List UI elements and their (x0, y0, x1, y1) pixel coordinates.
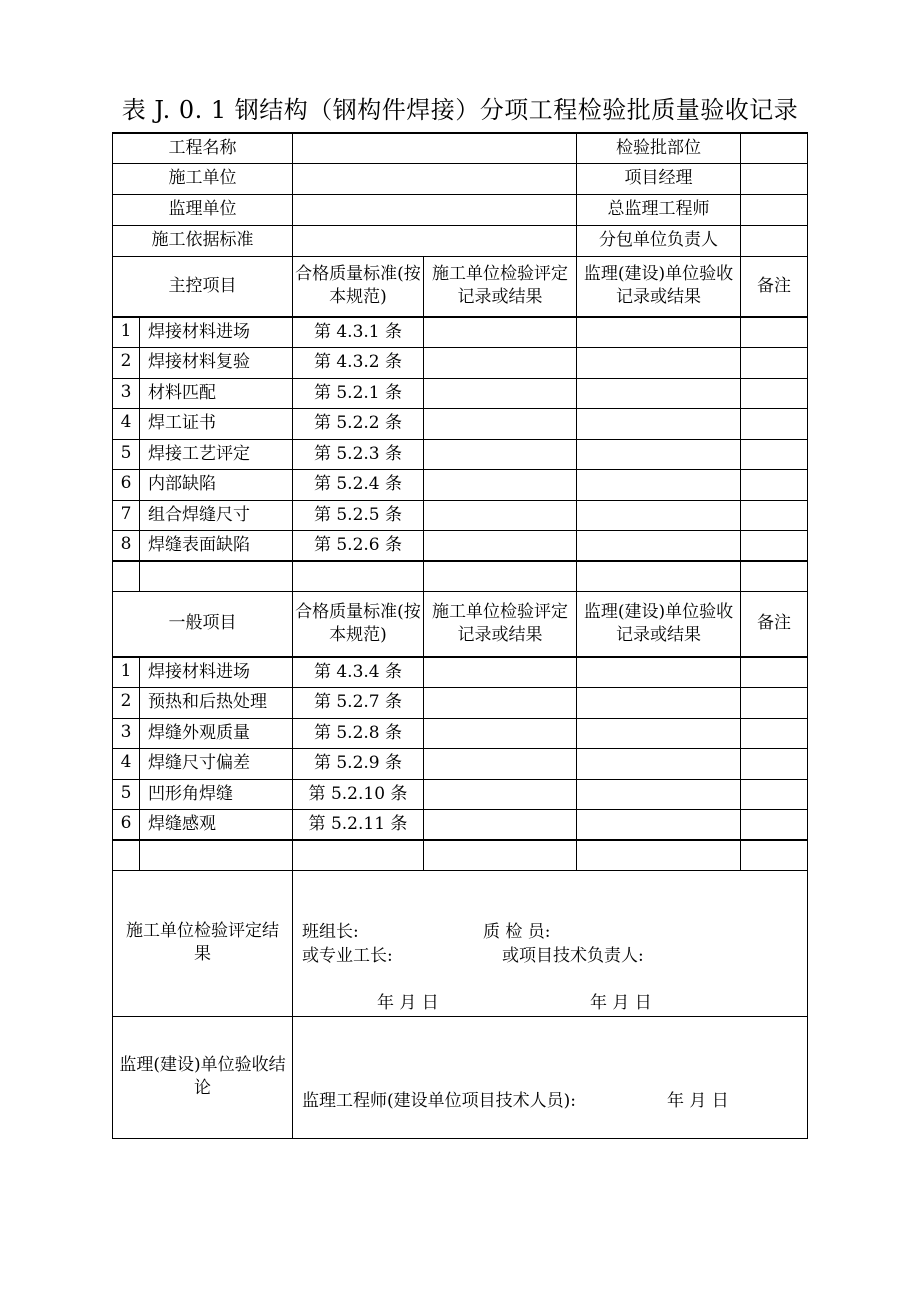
chief-engineer-label: 总监理工程师 (577, 194, 741, 225)
item-name: 焊工证书 (140, 409, 293, 440)
contractor-eval-label: 施工单位检验评定结果 (113, 870, 293, 1016)
contractor-eval-content[interactable] (293, 870, 808, 1016)
blank-contractor-cell[interactable] (424, 561, 577, 591)
contractor-result-cell[interactable] (424, 531, 577, 562)
contractor-result-cell[interactable] (424, 657, 577, 688)
remark-cell[interactable] (741, 657, 808, 688)
project-manager-field[interactable] (741, 163, 808, 194)
general-contractor-header: 施工单位检验评定记录或结果 (424, 591, 577, 657)
supervisor-result-cell[interactable] (577, 500, 741, 531)
form-title: 表 J. 0. 1 钢结构（钢构件焊接）分项工程检验批质量验收记录 (121, 96, 799, 124)
item-name: 凹形角焊缝 (140, 779, 293, 810)
construction-unit-field[interactable] (293, 163, 577, 194)
supervisor-result-cell[interactable] (577, 531, 741, 562)
item-number: 6 (113, 470, 140, 501)
main-standard-header: 合格质量标准(按本规范) (293, 256, 424, 317)
contractor-result-cell[interactable] (424, 500, 577, 531)
item-clause: 第 5.2.3 条 (293, 439, 424, 470)
contractor-result-cell[interactable] (424, 317, 577, 348)
item-name: 内部缺陷 (140, 470, 293, 501)
supervisor-date: 年 月 日 (667, 1090, 729, 1111)
date-1: 年 月 日 (377, 992, 439, 1013)
item-number: 1 (113, 317, 140, 348)
item-clause: 第 4.3.1 条 (293, 317, 424, 348)
info-row (113, 194, 808, 225)
item-number: 1 (113, 657, 140, 688)
blank-supervisor-cell[interactable] (577, 840, 741, 870)
item-row (113, 348, 808, 379)
item-number: 3 (113, 718, 140, 749)
general-blank-row (113, 840, 808, 870)
main-blank-row (113, 561, 808, 591)
item-name: 焊缝尺寸偏差 (140, 749, 293, 780)
item-row (113, 378, 808, 409)
item-clause: 第 5.2.2 条 (293, 409, 424, 440)
supervisor-result-cell[interactable] (577, 317, 741, 348)
contractor-result-cell[interactable] (424, 688, 577, 719)
item-name: 焊接工艺评定 (140, 439, 293, 470)
remark-cell[interactable] (741, 500, 808, 531)
remark-cell[interactable] (741, 718, 808, 749)
item-row (113, 688, 808, 719)
contractor-result-cell[interactable] (424, 348, 577, 379)
supervisor-result-cell[interactable] (577, 348, 741, 379)
item-row (113, 409, 808, 440)
remark-cell[interactable] (741, 378, 808, 409)
contractor-eval-row (113, 870, 808, 1016)
supervisor-result-cell[interactable] (577, 378, 741, 409)
contractor-result-cell[interactable] (424, 470, 577, 501)
supervisor-conclusion-content[interactable] (293, 1016, 808, 1138)
project-name-label: 工程名称 (113, 133, 293, 163)
supervisor-result-cell[interactable] (577, 439, 741, 470)
general-remark-header: 备注 (741, 591, 808, 657)
item-row (113, 657, 808, 688)
item-row (113, 531, 808, 562)
item-clause: 第 5.2.10 条 (293, 779, 424, 810)
contractor-result-cell[interactable] (424, 718, 577, 749)
item-name: 材料匹配 (140, 378, 293, 409)
supervision-unit-field[interactable] (293, 194, 577, 225)
main-contractor-header: 施工单位检验评定记录或结果 (424, 256, 577, 317)
supervisor-result-cell[interactable] (577, 718, 741, 749)
item-clause: 第 5.2.5 条 (293, 500, 424, 531)
supervisor-result-cell[interactable] (577, 749, 741, 780)
blank-name-cell[interactable] (140, 561, 293, 591)
team-leader-label: 班组长: (302, 921, 359, 942)
item-number: 5 (113, 439, 140, 470)
main-rows (113, 317, 808, 561)
supervisor-result-cell[interactable] (577, 657, 741, 688)
item-number: 3 (113, 378, 140, 409)
supervisor-conclusion-row (113, 1016, 808, 1138)
general-section-header (113, 591, 808, 657)
item-name: 组合焊缝尺寸 (140, 500, 293, 531)
blank-clause-cell[interactable] (293, 840, 424, 870)
general-rows (113, 657, 808, 840)
contractor-result-cell[interactable] (424, 378, 577, 409)
remark-cell[interactable] (741, 749, 808, 780)
batch-location-label: 检验批部位 (577, 133, 741, 163)
item-clause: 第 5.2.9 条 (293, 749, 424, 780)
blank-no-cell (113, 561, 140, 591)
item-clause: 第 4.3.4 条 (293, 657, 424, 688)
item-row (113, 779, 808, 810)
project-name-field[interactable] (293, 133, 577, 163)
contractor-result-cell[interactable] (424, 749, 577, 780)
item-number: 2 (113, 348, 140, 379)
remark-cell[interactable] (741, 779, 808, 810)
foreman-label: 或专业工长: (302, 945, 393, 966)
item-clause: 第 5.2.11 条 (293, 810, 424, 841)
supervisor-result-cell[interactable] (577, 688, 741, 719)
general-item-header: 一般项目 (113, 591, 293, 657)
main-section-header (113, 256, 808, 317)
blank-contractor-cell[interactable] (424, 840, 577, 870)
supervisor-conclusion-label: 监理(建设)单位验收结论 (113, 1016, 293, 1138)
chief-engineer-field[interactable] (741, 194, 808, 225)
supervising-engineer-label: 监理工程师(建设单位项目技术人员): (302, 1090, 576, 1111)
blank-remark-cell[interactable] (741, 840, 808, 870)
remark-cell[interactable] (741, 348, 808, 379)
item-number: 5 (113, 779, 140, 810)
item-number: 8 (113, 531, 140, 562)
remark-cell[interactable] (741, 688, 808, 719)
blank-supervisor-cell[interactable] (577, 561, 741, 591)
remark-cell[interactable] (741, 531, 808, 562)
item-clause: 第 5.2.7 条 (293, 688, 424, 719)
item-name: 焊接材料进场 (140, 657, 293, 688)
item-name: 焊缝感观 (140, 810, 293, 841)
item-name: 焊接材料复验 (140, 348, 293, 379)
remark-cell[interactable] (741, 317, 808, 348)
supervisor-result-cell[interactable] (577, 779, 741, 810)
item-clause: 第 4.3.2 条 (293, 348, 424, 379)
item-row (113, 810, 808, 841)
main-item-header: 主控项目 (113, 256, 293, 317)
remark-cell[interactable] (741, 409, 808, 440)
inspection-record-table (112, 132, 808, 1139)
contractor-result-cell[interactable] (424, 779, 577, 810)
contractor-result-cell[interactable] (424, 439, 577, 470)
main-supervisor-header: 监理(建设)单位验收记录或结果 (577, 256, 741, 317)
item-row (113, 439, 808, 470)
blank-clause-cell[interactable] (293, 561, 424, 591)
contractor-result-cell[interactable] (424, 409, 577, 440)
item-clause: 第 5.2.8 条 (293, 718, 424, 749)
supervisor-result-cell[interactable] (577, 810, 741, 841)
blank-name-cell[interactable] (140, 840, 293, 870)
remark-cell[interactable] (741, 810, 808, 841)
supervision-unit-label: 监理单位 (113, 194, 293, 225)
blank-no-cell (113, 840, 140, 870)
info-row (113, 163, 808, 194)
item-row (113, 718, 808, 749)
contractor-result-cell[interactable] (424, 810, 577, 841)
item-row (113, 470, 808, 501)
date-2: 年 月 日 (590, 992, 652, 1013)
blank-remark-cell[interactable] (741, 561, 808, 591)
item-row (113, 500, 808, 531)
remark-cell[interactable] (741, 470, 808, 501)
item-name: 焊接材料进场 (140, 317, 293, 348)
standard-label: 施工依据标准 (113, 225, 293, 256)
item-number: 4 (113, 749, 140, 780)
item-row (113, 749, 808, 780)
supervisor-result-cell[interactable] (577, 409, 741, 440)
construction-unit-label: 施工单位 (113, 163, 293, 194)
item-row (113, 317, 808, 348)
item-number: 2 (113, 688, 140, 719)
subcontractor-label: 分包单位负责人 (577, 225, 741, 256)
standard-field[interactable] (293, 225, 577, 256)
item-name: 预热和后热处理 (140, 688, 293, 719)
batch-location-field[interactable] (741, 133, 808, 163)
remark-cell[interactable] (741, 439, 808, 470)
supervisor-result-cell[interactable] (577, 470, 741, 501)
item-name: 焊缝表面缺陷 (140, 531, 293, 562)
item-number: 4 (113, 409, 140, 440)
item-name: 焊缝外观质量 (140, 718, 293, 749)
subcontractor-field[interactable] (741, 225, 808, 256)
info-row (113, 225, 808, 256)
inspector-label: 质 检 员: (483, 921, 551, 942)
item-clause: 第 5.2.6 条 (293, 531, 424, 562)
item-clause: 第 5.2.1 条 (293, 378, 424, 409)
project-manager-label: 项目经理 (577, 163, 741, 194)
info-row (113, 133, 808, 163)
general-standard-header: 合格质量标准(按本规范) (293, 591, 424, 657)
item-number: 6 (113, 810, 140, 841)
general-supervisor-header: 监理(建设)单位验收记录或结果 (577, 591, 741, 657)
main-remark-header: 备注 (741, 256, 808, 317)
item-number: 7 (113, 500, 140, 531)
tech-lead-label: 或项目技术负责人: (502, 945, 644, 966)
item-clause: 第 5.2.4 条 (293, 470, 424, 501)
